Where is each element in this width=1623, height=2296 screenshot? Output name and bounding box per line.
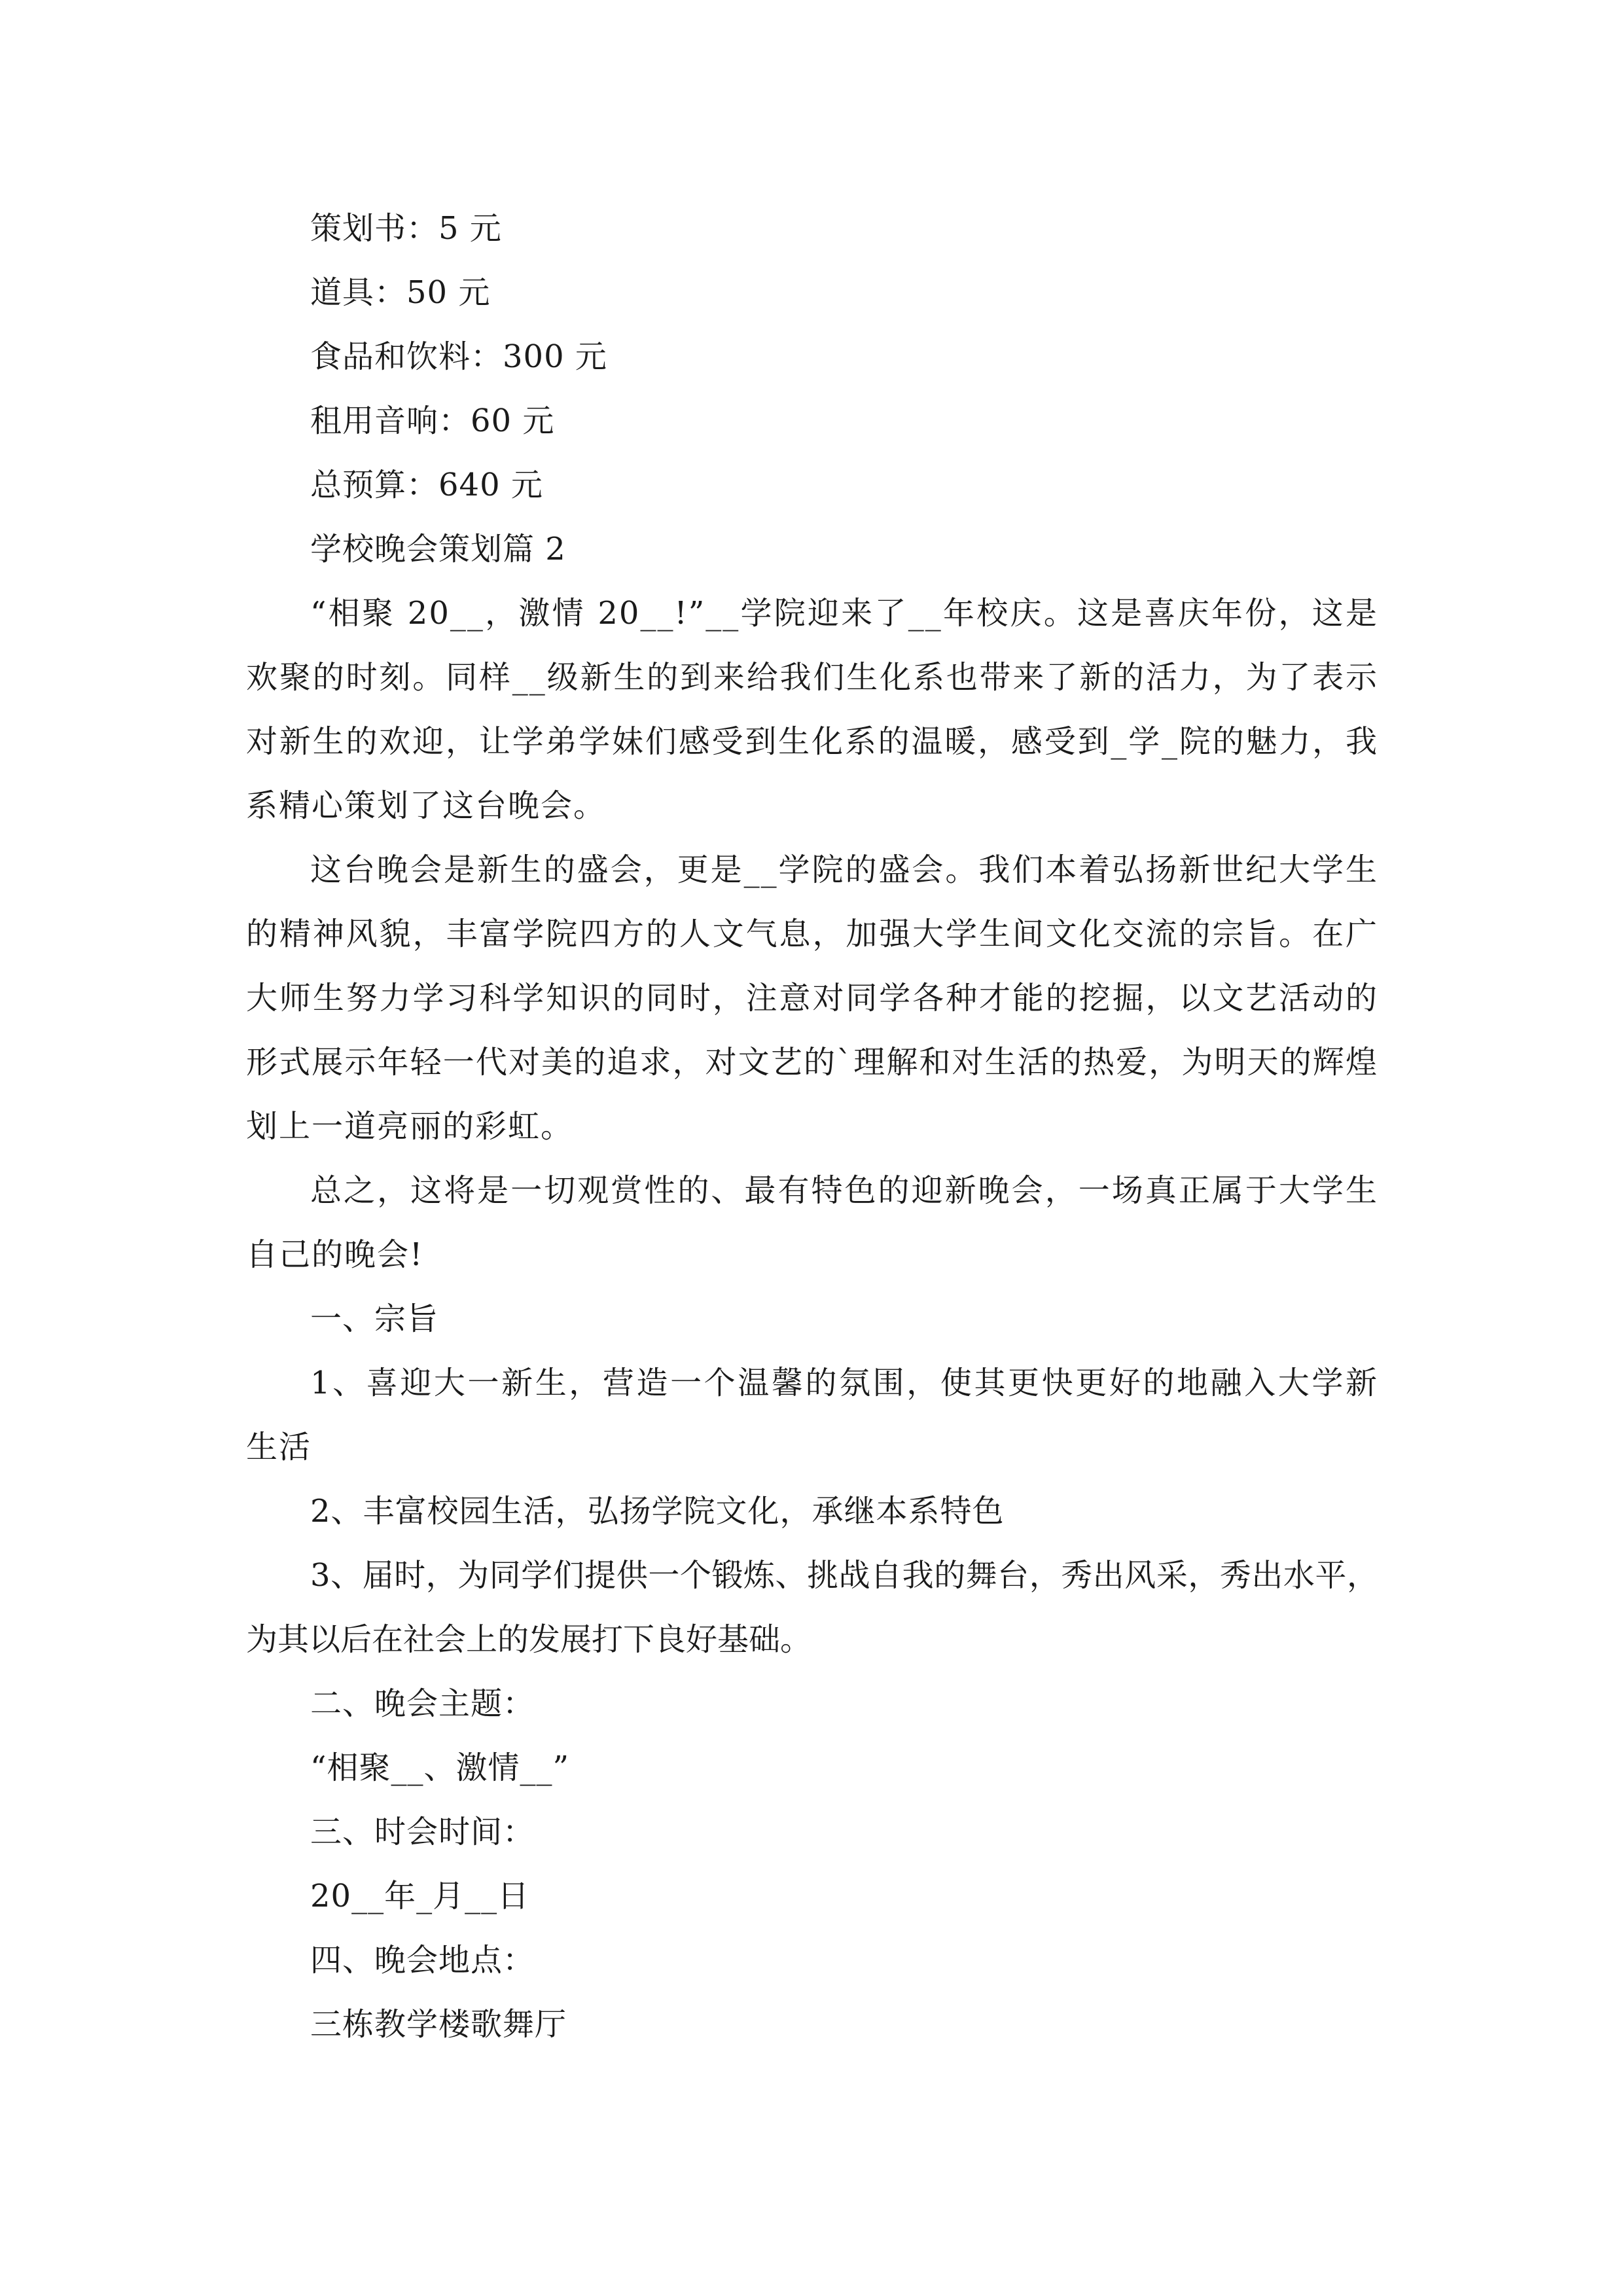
purpose-heading: 一、宗旨	[310, 1300, 439, 1337]
purpose-item-3: 3、届时，为同学们提供一个锻炼、挑战自我的舞台，秀出风采，秀出水平，为其以后在社会上的发展打下良好基础。	[246, 1557, 1378, 1658]
intro-paragraph-3: 总之，这将是一切观赏性的、最有特色的迎新晚会，一场真正属于大学生自己的晚会!	[246, 1172, 1378, 1273]
location-heading: 四、晚会地点：	[310, 1942, 535, 1979]
document-body	[246, 196, 1378, 2056]
time-value: 20__年_月__日	[310, 1878, 530, 1914]
section-title: 学校晚会策划篇 2	[310, 531, 566, 567]
time-heading: 三、时会时间：	[310, 1814, 535, 1850]
budget-total: 总预算：640 元	[310, 467, 543, 503]
intro-paragraph-2: 这台晚会是新生的盛会，更是__学院的盛会。我们本着弘扬新世纪大学生的精神风貌，丰富学院四方的人文气息，加强大学生间文化交流的宗旨。在广大师生努力学习科学知识的同时，注意对同学各种才能的挖掘，以文艺活动的形式展示年轻一代对美的追求，对文艺的`理解和对生活的热爱，为明天的辉煌划上一道亮丽的彩虹。	[246, 852, 1378, 1145]
theme-heading: 二、晚会主题：	[310, 1685, 535, 1722]
purpose-item-1: 1、喜迎大一新生，营造一个温馨的氛围，使其更快更好的地融入大学新生活	[246, 1365, 1378, 1465]
intro-paragraph-1: “相聚 20__，激情 20__!”__学院迎来了__年校庆。这是喜庆年份，这是欢聚的时刻。同样__级新生的到来给我们生化系也带来了新的活力，为了表示对新生的欢迎，让学弟学妹们感受到生化系的温暖，感受到_学_院的魅力，我系精心策划了这台晚会。	[246, 595, 1378, 824]
budget-planning-book: 策划书：5 元	[310, 210, 502, 247]
purpose-item-2: 2、丰富校园生活，弘扬学院文化，承继本系特色	[310, 1493, 1005, 1530]
location-value: 三栋教学楼歌舞厅	[310, 2006, 567, 2043]
budget-audio-rental: 租用音响：60 元	[310, 403, 555, 439]
budget-food-drinks: 食品和饮料：300 元	[310, 338, 607, 375]
theme-value: “相聚__、激情__”	[310, 1749, 570, 1786]
budget-props: 道具：50 元	[310, 274, 491, 311]
